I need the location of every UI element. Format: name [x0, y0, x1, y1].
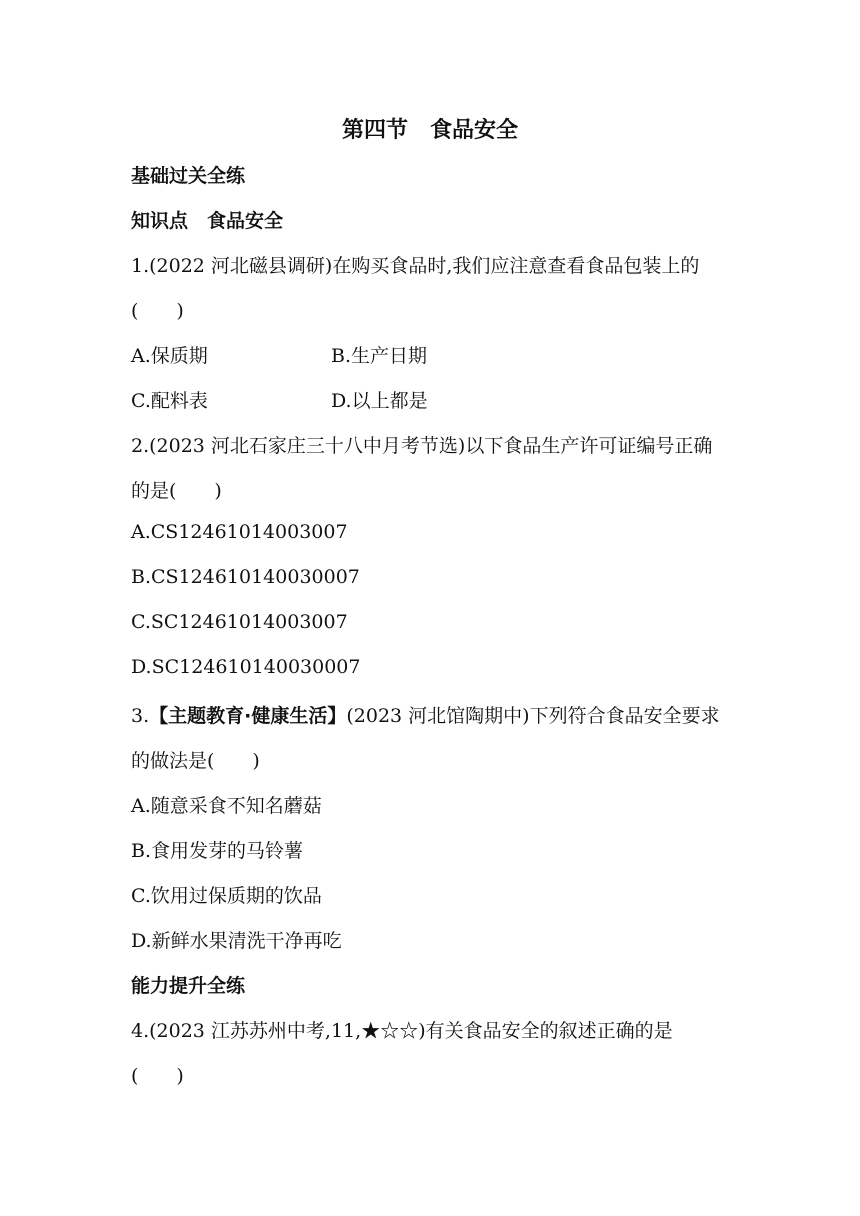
title-part2: 食品安全 [430, 118, 519, 143]
q3-number: 3. [131, 705, 150, 727]
section-knowledge-point: 知识点 食品安全 [131, 210, 284, 232]
section-basic: 基础过关全练 [131, 165, 246, 187]
q1-paren: ( ) [131, 300, 184, 322]
q1-option-d: D.以上都是 [331, 390, 428, 412]
q2-option-d: D.SC124610140030007 [131, 656, 361, 678]
q3-option-a: A.随意采食不知名蘑菇 [131, 795, 322, 817]
q2-stem-continued: 的是( ) [131, 480, 222, 502]
q2-stem: 2.(2023 河北石家庄三十八中月考节选)以下食品生产许可证编号正确 [131, 435, 713, 457]
q3-topic-tag: 【主题教育·健康生活】 [149, 705, 347, 727]
q1-option-c: C.配料表 [131, 390, 208, 412]
q3-stem: (2023 河北馆陶期中)下列符合食品安全要求 [346, 705, 720, 727]
page-title [0, 113, 860, 144]
q4-stem: 4.(2023 江苏苏州中考,11,★☆☆)有关食品安全的叙述正确的是 [131, 1020, 673, 1042]
q3-stem-continued: 的做法是( ) [131, 750, 260, 772]
q2-option-a: A.CS12461014003007 [131, 521, 348, 543]
q3-option-d: D.新鲜水果清洗干净再吃 [131, 930, 342, 952]
q1-option-b: B.生产日期 [331, 345, 428, 367]
q2-option-c: C.SC12461014003007 [131, 611, 348, 633]
q4-paren: ( ) [131, 1065, 184, 1087]
q1-stem: 1.(2022 河北磁县调研)在购买食品时,我们应注意查看食品包装上的 [131, 255, 700, 277]
q1-option-a: A.保质期 [131, 345, 208, 367]
q3-stem-line [131, 701, 720, 728]
q3-option-c: C.饮用过保质期的饮品 [131, 885, 322, 907]
section-ability: 能力提升全练 [131, 975, 246, 997]
q3-option-b: B.食用发芽的马铃薯 [131, 840, 304, 862]
q2-option-b: B.CS124610140030007 [131, 566, 360, 588]
title-part1: 第四节 [341, 118, 408, 143]
